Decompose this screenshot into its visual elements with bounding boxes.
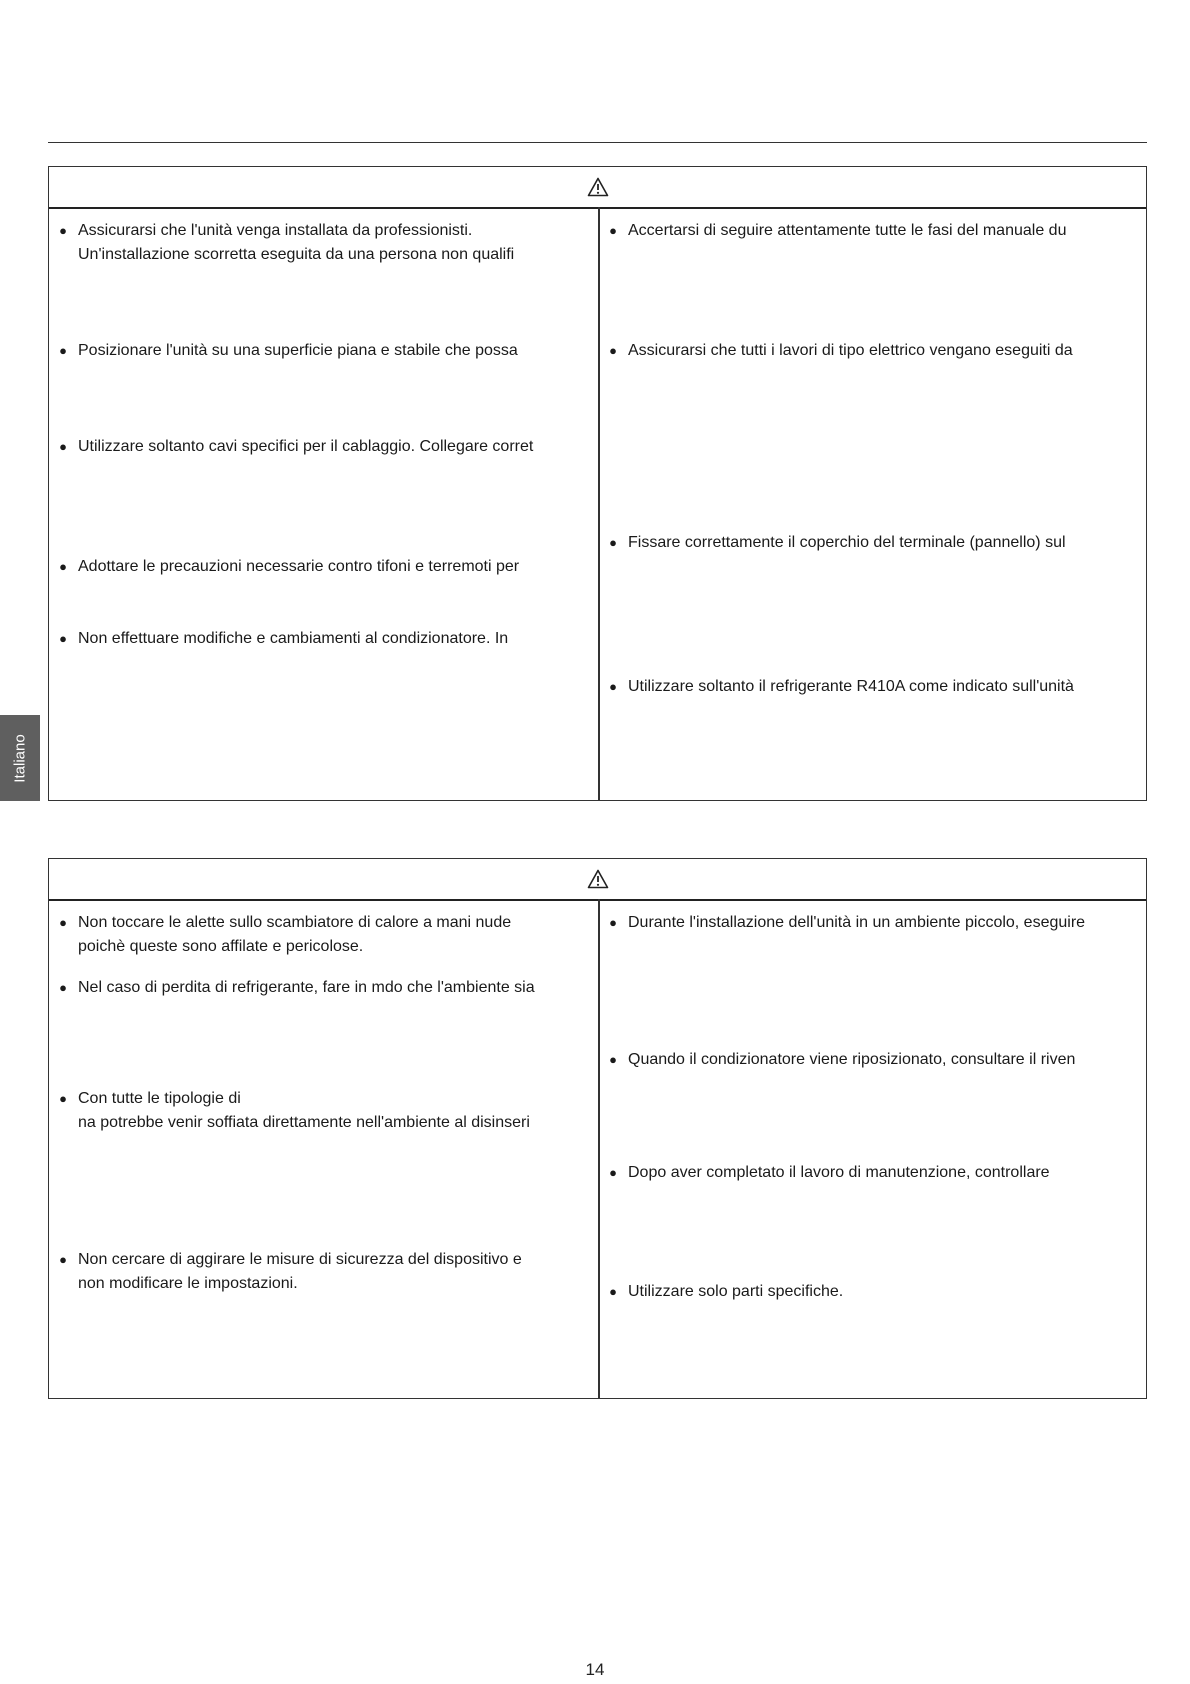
column-divider: [598, 899, 600, 1398]
bullet-icon: ●: [59, 915, 67, 930]
warning-box-header: [49, 167, 1146, 209]
language-tab: [0, 715, 40, 801]
warning-triangle-icon: [587, 869, 609, 889]
item-text-line: Assicurarsi che tutti i lavori di tipo elettrico vengano eseguiti da: [628, 342, 1073, 359]
item-text-line: Posizionare l'unità su una superficie piana e stabile che possa: [78, 342, 518, 359]
list-item: [56, 339, 518, 363]
item-text-line: Non effettuare modifiche e cambiamenti al condizionatore. In: [78, 630, 509, 647]
item-text-line: Fissare correttamente il coperchio del terminale (pannello) sul: [628, 534, 1066, 551]
bullet-icon: ●: [609, 679, 617, 694]
list-item: [606, 1280, 843, 1304]
item-text-line: Adottare le precauzioni necessarie contro tifoni e terremoti per: [78, 558, 520, 575]
column-divider: [598, 207, 600, 800]
bullet-icon: ●: [59, 439, 67, 454]
item-text-line: Utilizzare soltanto il refrigerante R410A come indicato sull'unità: [628, 678, 1074, 695]
item-text-line: Un'installazione scorretta eseguita da una persona non qualifi: [78, 246, 515, 263]
item-text-line: Accertarsi di seguire attentamente tutte le fasi del manuale du: [628, 222, 1067, 239]
list-item: [56, 976, 535, 1000]
item-text-line: Assicurarsi che l'unità venga installata da professionisti.: [78, 222, 473, 239]
item-text-line: Utilizzare solo parti specifiche.: [628, 1283, 844, 1300]
list-item: [56, 911, 511, 959]
bullet-icon: ●: [59, 980, 67, 995]
item-text-line: Dopo aver completato il lavoro di manutenzione, controllare: [628, 1164, 1050, 1181]
item-text-line: Durante l'installazione dell'unità in un ambiente piccolo, eseguire: [628, 914, 1086, 931]
list-item: [606, 1161, 1050, 1185]
bullet-icon: ●: [609, 343, 617, 358]
list-item: [606, 675, 1074, 699]
list-item: [606, 339, 1073, 363]
item-text-line: na potrebbe venir soffiata direttamente nell'ambiente al disinseri: [78, 1114, 530, 1131]
bullet-icon: ●: [59, 343, 67, 358]
caution-box: [48, 858, 1147, 1399]
list-item: [56, 627, 508, 651]
list-item: [56, 219, 514, 267]
bullet-icon: ●: [609, 535, 617, 550]
top-rule: [48, 142, 1147, 143]
item-text-line: poichè queste sono affilate e pericolose.: [78, 938, 364, 955]
bullet-icon: ●: [609, 915, 617, 930]
list-item: [56, 555, 519, 579]
list-item: [56, 1248, 522, 1296]
bullet-icon: ●: [59, 1252, 67, 1267]
list-item: [56, 1087, 530, 1135]
item-text-line: Utilizzare soltanto cavi specifici per il cablaggio. Collegare corret: [78, 438, 534, 455]
bullet-icon: ●: [59, 631, 67, 646]
item-text-line: Non cercare di aggirare le misure di sicurezza del dispositivo e: [78, 1251, 522, 1268]
list-item: [56, 435, 533, 459]
bullet-icon: ●: [609, 1052, 617, 1067]
list-item: [606, 1048, 1075, 1072]
item-text-line: Nel caso di perdita di refrigerante, fare in mdo che l'ambiente sia: [78, 979, 535, 996]
bullet-icon: ●: [609, 1165, 617, 1180]
list-item: [606, 911, 1085, 935]
bullet-icon: ●: [609, 223, 617, 238]
caution-box-header: [49, 859, 1146, 901]
bullet-icon: ●: [609, 1284, 617, 1299]
item-text-line: Non toccare le alette sullo scambiatore di calore a mani nude: [78, 914, 512, 931]
bullet-icon: ●: [59, 559, 67, 574]
bullet-icon: ●: [59, 1091, 67, 1106]
page-number: 14: [585, 1660, 605, 1679]
bullet-icon: ●: [59, 223, 67, 238]
warning-box: [48, 166, 1147, 801]
item-text-line: Quando il condizionatore viene riposizionato, consultare il riven: [628, 1051, 1076, 1068]
language-tab-label: Italiano: [11, 733, 29, 783]
list-item: [606, 219, 1066, 243]
list-item: [606, 531, 1066, 555]
warning-triangle-icon: [587, 177, 609, 197]
item-text-line: non modificare le impostazioni.: [78, 1275, 298, 1292]
item-text-line: Con tutte le tipologie di: [78, 1090, 241, 1107]
